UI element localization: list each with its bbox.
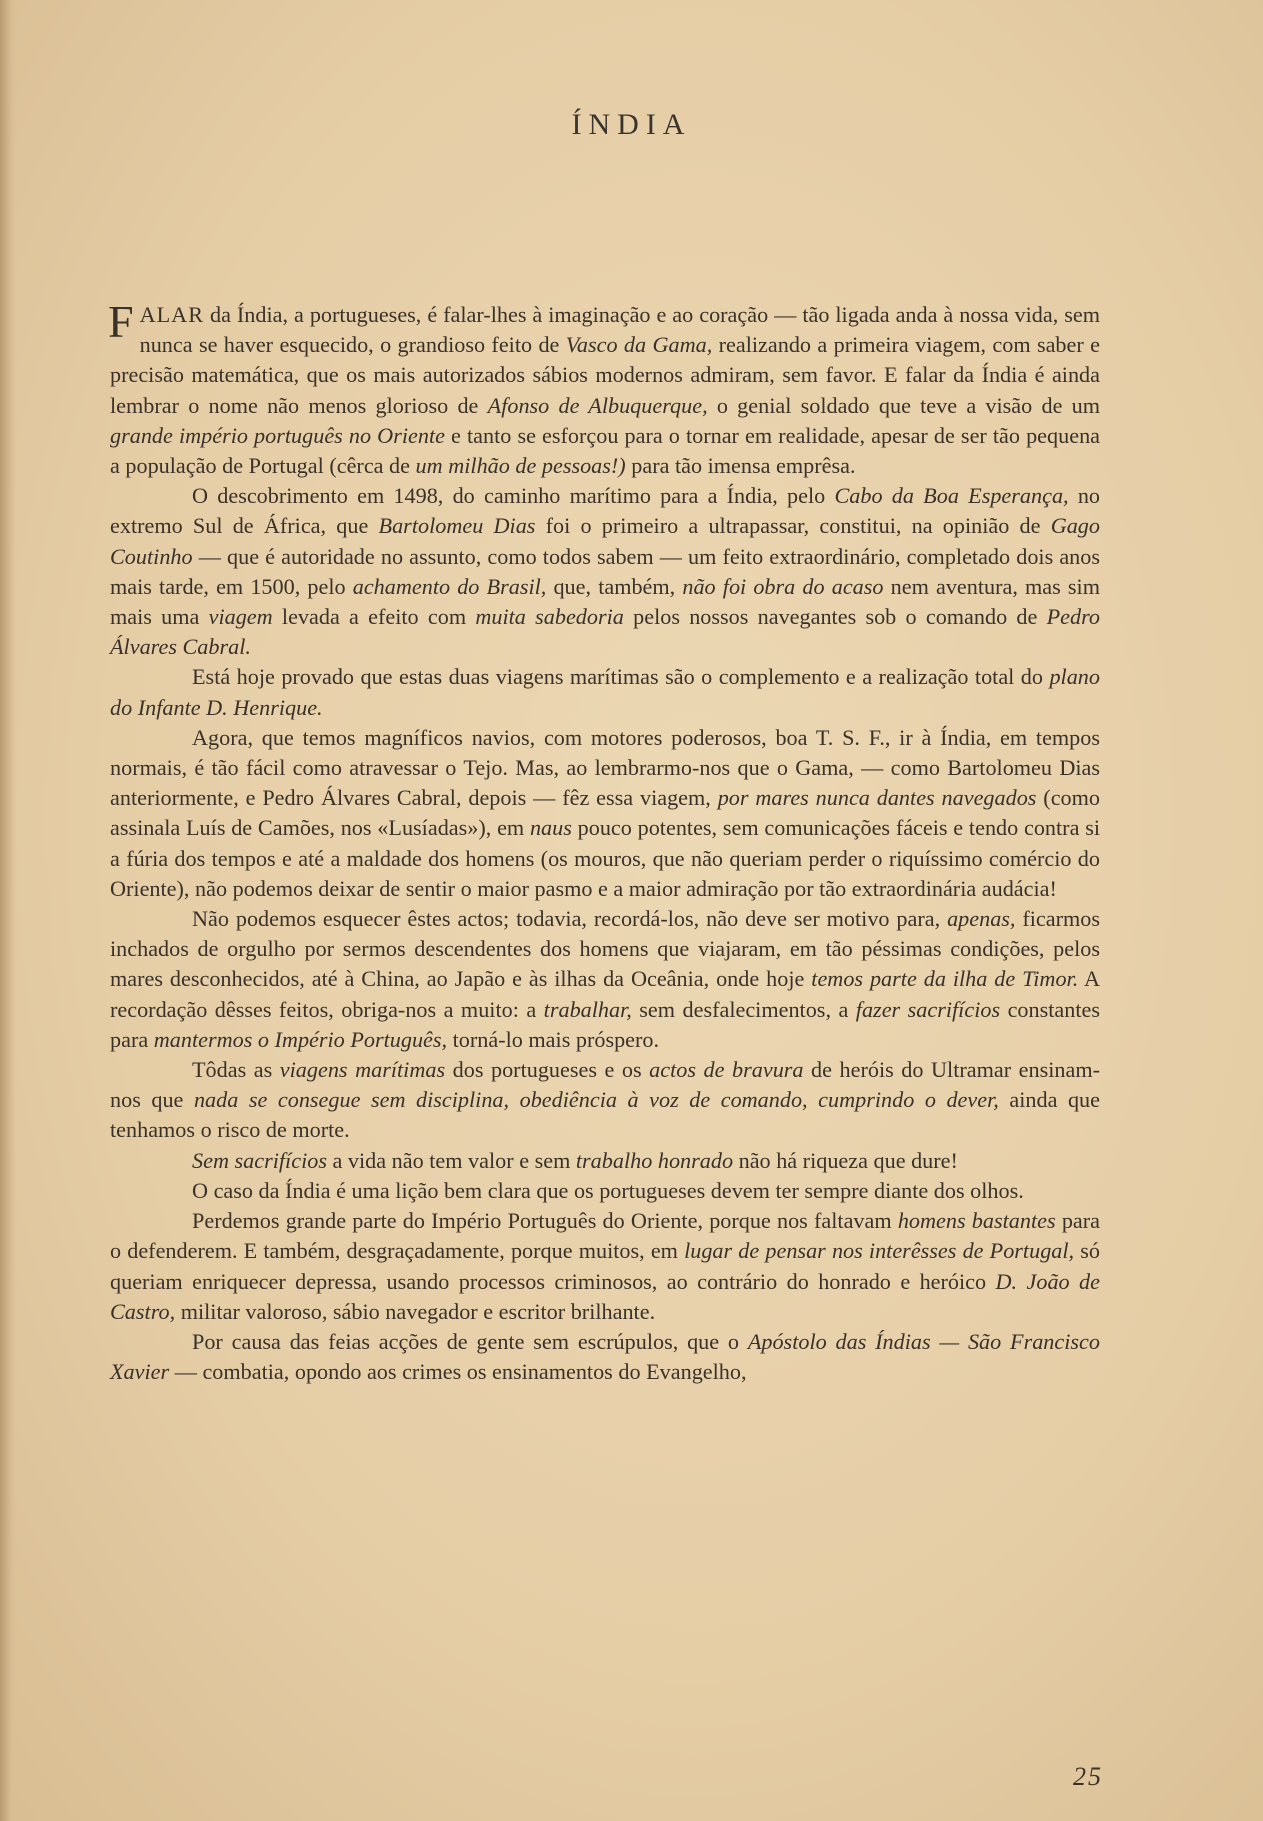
drop-cap: F: [108, 296, 134, 347]
paragraph-3: Está hoje provado que estas duas viagens marítimas são o complemento e a realização total do plano do Infante D. Henrique.: [110, 664, 1100, 720]
paragraph-6: Tôdas as viagens marítimas dos portugueses e os actos de bravura de heróis do Ultramar ensinam-nos que nada se consegue sem disciplina, obediência à voz de comando, cumprindo o dever, ainda que tenhamos o risco de morte.: [110, 1057, 1100, 1143]
page-number: 25: [1073, 1762, 1103, 1791]
paragraph-9: Perdemos grande parte do Império Português do Oriente, porque nos faltavam homens bastantes para o defenderem. E também, desgraçadamente, porque muitos, em lugar de pensar nos interêsses de Portugal, só queriam enriquecer depressa, usando processos criminosos, ao contrário do honrado e heróico D. João de Castro, militar valoroso, sábio navegador e escritor brilhante.: [110, 1208, 1100, 1324]
body-text: [108, 296, 1101, 1387]
paragraph-1: FALAR da Índia, a portugueses, é falar-lhes à imaginação e ao coração — tão ligada anda à nossa vida, sem nunca se haver esquecido, o grandioso feito de Vasco da Gama, realizando a primeira viagem, com saber e precisão matemática, que os mais autorizados sábios modernos admiram, sem favor. E falar da Índia é ainda lembrar o nome não menos glorioso de Afonso de Albuquerque, o genial soldado que teve a visão de um grande império português no Oriente e tanto se esforçou para o tornar em realidade, apesar de ser tão pequena a população de Portugal (cêrca de um milhão de pessoas!) para tão imensa emprêsa.: [108, 296, 1101, 479]
page-title: ÍNDIA: [571, 108, 692, 141]
paragraph-7: Sem sacrifícios a vida não tem valor e sem trabalho honrado não há riqueza que dure!: [192, 1147, 958, 1173]
paragraph-5: Não podemos esquecer êstes actos; todavia, recordá-los, não deve ser motivo para, apenas, ficarmos inchados de orgulho por sermos descendentes dos homens que viajaram, em tão péssimas condições, pelos mares desconhecidos, até à China, ao Japão e às ilhas da Oceânia, onde hoje temos parte da ilha de Timor. A recordação dêsses feitos, obriga-nos a muito: a trabalhar, sem desfalecimentos, a fazer sacrifícios constantes para mantermos o Império Português, torná-lo mais próspero.: [110, 906, 1101, 1052]
paragraph-4: Agora, que temos magníficos navios, com motores poderosos, boa T. S. F., ir à Índia, em tempos normais, é tão fácil como atravessar o Tejo. Mas, ao lembrarmo-nos que o Gama, — como Bartolomeu Dias anteriormente, e Pedro Álvares Cabral, depois — fêz essa viagem, por mares nunca dantes navegados (como assinala Luís de Camões, nos «Lusíadas»), em naus pouco potentes, sem comunicações fáceis e tendo contra si a fúria dos tempos e até a maldade dos homens (os mouros, que não queriam perder o riquíssimo comércio do Oriente), não podemos deixar de sentir o maior pasmo e a maior admiração por tão extraordinária audácia!: [110, 724, 1100, 901]
page-edge-shadow: [0, 0, 16, 1821]
paragraph-8: O caso da Índia é uma lição bem clara que os portugueses devem ter sempre diante dos olhos.: [192, 1177, 1024, 1203]
paragraph-2: O descobrimento em 1498, do caminho marítimo para a Índia, pelo Cabo da Boa Esperança, no extremo Sul de África, que Bartolomeu Dias foi o primeiro a ultrapassar, constitui, na opinião de Gago Coutinho — que é autoridade no assunto, como todos sabem — um feito extraordinário, completado dois anos mais tarde, em 1500, pelo achamento do Brasil, que, também, não foi obra do acaso nem aventura, mas sim mais uma viagem levada a efeito com muita sabedoria pelos nossos navegantes sob o comando de Pedro Álvares Cabral.: [110, 483, 1101, 660]
paragraph-10: Por causa das feias acções de gente sem escrúpulos, que o Apóstolo das Índias — São Francisco Xavier — combatia, opondo aos crimes os ensinamentos do Evangelho,: [110, 1328, 1100, 1385]
